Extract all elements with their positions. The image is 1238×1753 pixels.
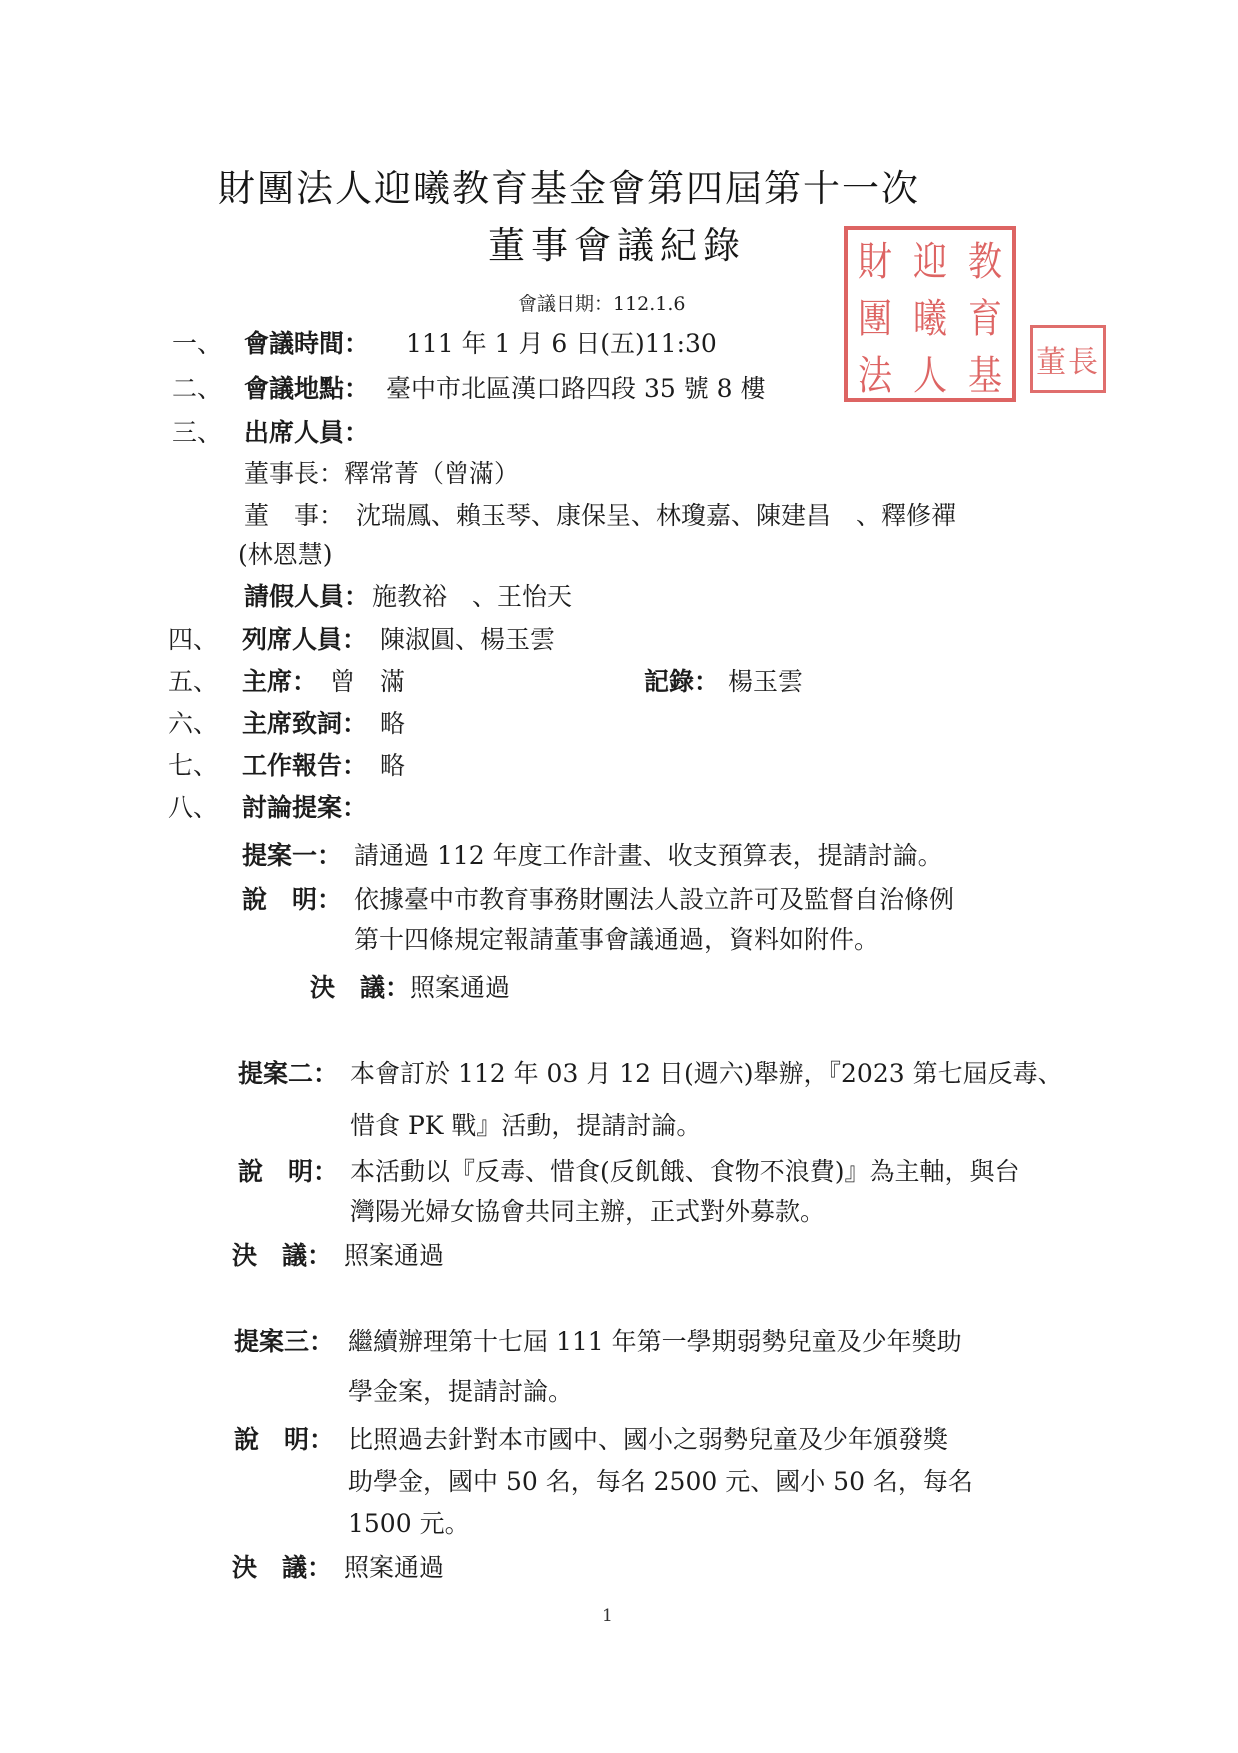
item-6-label: 主席致詞： bbox=[242, 709, 368, 738]
item-8-label: 討論提案： bbox=[242, 793, 368, 822]
proposal-1-explain-line1: 依據臺中市教育事務財團法人設立許可及監督自治條例 bbox=[354, 885, 955, 914]
meeting-date: 會議日期：112.1.6 bbox=[518, 293, 686, 315]
item-4-number: 四、 bbox=[168, 625, 219, 654]
chairman-value: 釋常菁（曾滿） bbox=[344, 459, 520, 488]
proposal-3-label: 提案三： bbox=[234, 1327, 335, 1356]
proposal-3-resolution: 照案通過 bbox=[344, 1553, 445, 1582]
proposal-3-explain-line2: 助學金，國中 50 名，每名 2500 元、國小 50 名，每名 bbox=[348, 1467, 973, 1496]
proposal-3-explain-line1: 比照過去針對本市國中、國小之弱勢兒童及少年頒發獎 bbox=[348, 1425, 949, 1454]
page-number: 1 bbox=[602, 1606, 613, 1626]
proposal-2-text-line2: 惜食 PK 戰』活動，提請討論。 bbox=[350, 1111, 702, 1140]
proposal-1-explain-line2: 第十四條規定報請董事會議通過，資料如附件。 bbox=[354, 925, 880, 954]
item-4-label: 列席人員： bbox=[242, 625, 368, 654]
foundation-seal-stamp: 財 迎 教 團 曦 育 法 人 基 bbox=[844, 226, 1016, 402]
proposal-2-explain-label: 說 明： bbox=[238, 1157, 339, 1186]
proposal-2-resolution-label: 決 議： bbox=[232, 1241, 333, 1270]
proposal-2-label: 提案二： bbox=[238, 1059, 339, 1088]
item-7-number: 七、 bbox=[168, 751, 219, 780]
recorder-value: 楊玉雲 bbox=[728, 667, 804, 696]
proposal-2-explain-line2: 灣陽光婦女協會共同主辦，正式對外募款。 bbox=[350, 1197, 826, 1226]
chairman-seal-stamp: 董長 bbox=[1030, 325, 1106, 393]
proposal-3-text-line1: 繼續辦理第十七屆 111 年第一學期弱勢兒童及少年獎助 bbox=[348, 1327, 962, 1356]
directors-value-cont: (林恩慧) bbox=[238, 540, 333, 569]
proposal-3-explain-line3: 1500 元。 bbox=[348, 1509, 470, 1538]
item-7-label: 工作報告： bbox=[242, 751, 368, 780]
proposal-3-text-line2: 學金案，提請討論。 bbox=[348, 1377, 574, 1406]
proposal-2-text-line1: 本會訂於 112 年 03 月 12 日(週六)舉辦，『2023 第七屆反毒、 bbox=[350, 1059, 1063, 1088]
proposal-2-resolution: 照案通過 bbox=[344, 1241, 445, 1270]
item-6-value: 略 bbox=[380, 709, 406, 738]
leave-label: 請假人員： bbox=[244, 582, 370, 611]
item-1-number: 一、 bbox=[172, 329, 223, 358]
directors-value: 沈瑞鳳、賴玉琴、康保呈、林瓊嘉、陳建昌 、釋修禪 bbox=[356, 501, 957, 530]
proposal-1-label: 提案一： bbox=[242, 841, 343, 870]
item-4-value: 陳淑圓、楊玉雲 bbox=[380, 625, 556, 654]
proposal-1-resolution-label: 決 議： bbox=[310, 973, 411, 1002]
proposal-2-explain-line1: 本活動以『反毒、惜食(反飢餓、食物不浪費)』為主軸，與台 bbox=[350, 1157, 1020, 1186]
item-5-label: 主席： bbox=[242, 667, 318, 696]
item-2-value: 臺中市北區漢口路四段 35 號 8 樓 bbox=[386, 374, 766, 403]
item-1-value: 111 年 1 月 6 日(五)11:30 bbox=[406, 329, 717, 358]
document-title-line2: 董事會議紀錄 bbox=[488, 224, 746, 267]
item-7-value: 略 bbox=[380, 751, 406, 780]
item-2-label: 會議地點： bbox=[244, 374, 370, 403]
document-title-line1: 財團法人迎曦教育基金會第四屆第十一次 bbox=[218, 167, 920, 210]
proposal-3-explain-label: 說 明： bbox=[234, 1425, 335, 1454]
proposal-3-resolution-label: 決 議： bbox=[232, 1553, 333, 1582]
proposal-1-resolution: 照案通過 bbox=[410, 973, 511, 1002]
item-2-number: 二、 bbox=[172, 374, 223, 403]
proposal-1-explain-label: 說 明： bbox=[242, 885, 343, 914]
recorder-label: 記錄： bbox=[644, 667, 720, 696]
directors-label: 董 事： bbox=[244, 501, 345, 530]
item-3-label: 出席人員： bbox=[244, 418, 370, 447]
proposal-1-text: 請通過 112 年度工作計畫、收支預算表，提請討論。 bbox=[354, 841, 943, 870]
chairman-label: 董事長： bbox=[244, 459, 345, 488]
item-5-value: 曾 滿 bbox=[330, 667, 406, 696]
item-8-number: 八、 bbox=[168, 793, 219, 822]
item-3-number: 三、 bbox=[172, 418, 223, 447]
item-5-number: 五、 bbox=[168, 667, 219, 696]
item-6-number: 六、 bbox=[168, 709, 219, 738]
item-1-label: 會議時間： bbox=[244, 329, 370, 358]
leave-value: 施教裕 、王怡天 bbox=[372, 582, 573, 611]
